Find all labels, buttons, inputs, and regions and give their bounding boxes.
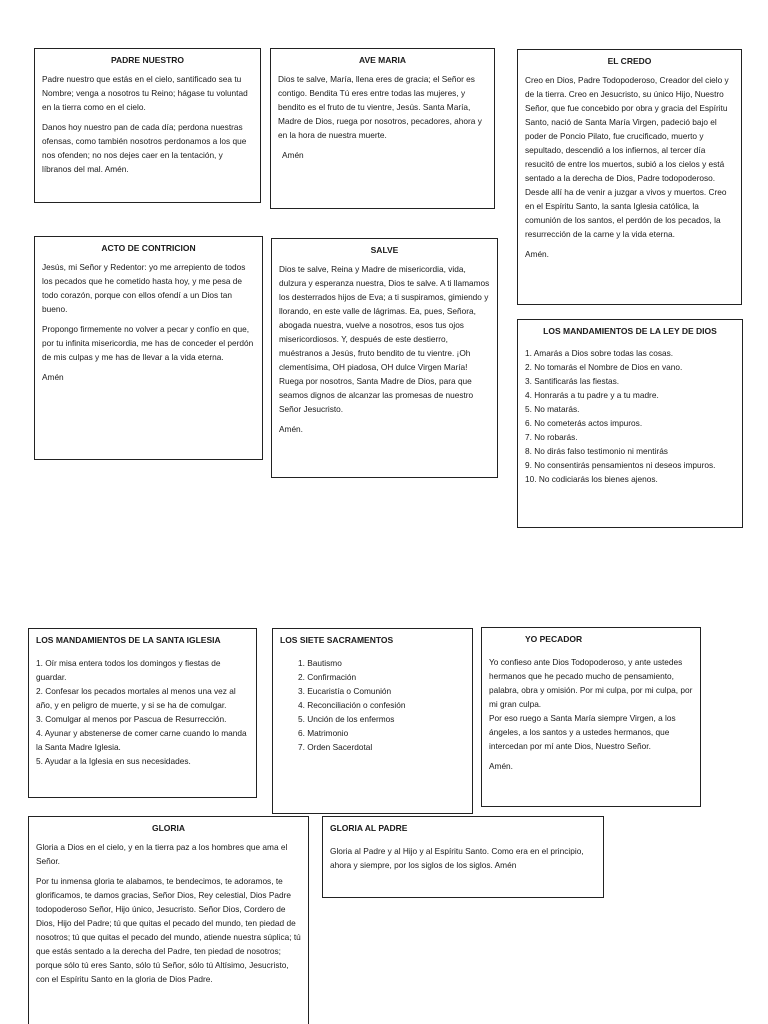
- card-paragraph: Por tu inmensa gloria te alabamos, te bendecimos, te adoramos, te glorificamos, te damos gracias, Señor Dios, Rey celestial, Dios Padre todopoderoso Señor, Hijo único, Jesucristo. Señor Dios, Cordero de Dios, Hijo del Padre; tú que quitas el pecado del mundo, ten piedad de nosotros; tú que quitas el pecado del mundo, atiende nuestra súplica; tú que estás sentado a la derecha del Padre, ten piedad de nosotros; porque sólo tú eres Santo, sólo tú Señor, sólo tú Altísimo, Jesucristo, con el Espíritu Santo en la gloria de Dios Padre.: [36, 876, 301, 984]
- list-item: 4. Honrarás a tu padre y a tu madre.: [525, 390, 659, 400]
- card-title: AVE MARIA: [358, 55, 407, 65]
- list-item: 1. Bautismo: [298, 658, 342, 668]
- list-item: 2. Confirmación: [298, 672, 357, 682]
- card-paragraph: Danos hoy nuestro pan de cada día; perdona nuestras ofensas, como también nosotros perdonamos a los que nos ofenden; no nos dejes caer en la tentación, y líbranos del mal. Amén.: [42, 122, 247, 174]
- list-item: 5. No matarás.: [525, 404, 580, 414]
- card-paragraph: Gloria al Padre y al Hijo y al Espíritu Santo. Como era en el principio, ahora y siempre, por los siglos de los siglos. Amén: [330, 846, 584, 870]
- card-amen: Amén.: [279, 424, 303, 434]
- list-item: 6. Matrimonio: [298, 728, 349, 738]
- list-item: 3. Santificarás las fiestas.: [525, 376, 620, 386]
- list-item: 2. No tomarás el Nombre de Dios en vano.: [525, 362, 683, 372]
- salve-card: [271, 238, 498, 478]
- card-paragraph: Gloria a Dios en el cielo, y en la tierra paz a los hombres que ama el Señor.: [36, 842, 288, 866]
- card-title: GLORIA: [151, 823, 186, 833]
- list-item: 4. Ayunar y abstenerse de comer carne cuando lo manda la Santa Madre Iglesia.: [36, 728, 247, 752]
- card-paragraph: Padre nuestro que estás en el cielo, santificado sea tu Nombre; venga a nosotros tu Reino; hágase tu voluntad en la tierra como en el cielo.: [42, 74, 248, 112]
- card-amen: Amén: [42, 372, 64, 382]
- yo-pecador-card: [481, 627, 701, 807]
- card-title: LOS MANDAMIENTOS DE LA SANTA IGLESIA: [36, 635, 221, 645]
- ave-maria-card: [270, 48, 495, 209]
- acto-contricion-card: [34, 236, 263, 460]
- card-paragraph: Dios te salve, Reina y Madre de misericordia, vida, dulzura y esperanza nuestra, Dios te salve. A ti llamamos los desterrados hijos de Eva; a ti suspiramos, gimiendo y llorando, en este valle de lágrimas. Ea, pues, Señora, abogada nuestra, vuelve a nosotros, esos tus ojos misericordiosos. Y, después de este destierro, muéstranos a Jesús, fruto bendito de tu vientre. ¡Oh clementísima, OH piadosa, OH dulce Virgen María! Ruega por nosotros, Santa Madre de Dios, para que seamos dignos de alcanzar las promesas de nuestro Señor Jesucristo.: [279, 264, 490, 414]
- card-paragraph: Propongo firmemente no volver a pecar y confío en que, por tu infinita misericordia, me has de conceder el perdón de mis culpas y me has de llevar a la vida eterna.: [42, 324, 254, 362]
- list-item: 10. No codiciarás los bienes ajenos.: [525, 474, 658, 484]
- list-item: 1. Oír misa entera todos los domingos y fiestas de guardar.: [36, 658, 221, 682]
- card-title: SALVE: [370, 245, 399, 255]
- list-item: 4. Reconciliación o confesión: [298, 700, 406, 710]
- card-title: YO PECADOR: [525, 634, 583, 644]
- card-amen: Amén: [282, 150, 304, 160]
- mandamientos-dios-card: [517, 319, 743, 528]
- list-item: 9. No consentirás pensamientos ni deseos impuros.: [525, 460, 716, 470]
- padre-nuestro-card: [34, 48, 261, 203]
- list-item: 5. Ayudar a la Iglesia en sus necesidades.: [36, 756, 191, 766]
- card-paragraph: Creo en Dios, Padre Todopoderoso, Creador del cielo y de la tierra. Creo en Jesucristo, su único Hijo, Nuestro Señor, que fue concebido por obra y gracia del Espíritu Santo, nació de Santa María Virgen, padeció bajo el poder de Poncio Pilato, fue crucificado, muerto y sepultado, descendió a los infiernos, al tercer día resucitó de entre los muertos, subió a los cielos y está sentado a la derecha de Dios, Padre todopoderoso. Desde allí ha de venir a juzgar a vivos y muertos. Creo en el Espíritu Santo, la santa Iglesia católica, la comunión de los santos, el perdón de los pecados, la resurrección de la carne y la vida eterna.: [525, 75, 729, 239]
- card-amen: Amén.: [489, 761, 513, 771]
- list-item: 5. Unción de los enfermos: [298, 714, 395, 724]
- list-item: 1. Amarás a Dios sobre todas las cosas.: [525, 348, 674, 358]
- card-title: ACTO DE CONTRICION: [101, 243, 196, 253]
- card-title: PADRE NUESTRO: [110, 55, 185, 65]
- card-title: EL CREDO: [607, 56, 652, 66]
- gloria-card: [28, 816, 309, 1024]
- card-title: GLORIA AL PADRE: [330, 823, 408, 833]
- card-paragraph: Por eso ruego a Santa María siempre Virgen, a los ángeles, a los santos y a ustedes hermanos, que intercedan por mí ante Dios, Nuestro Señor.: [489, 713, 676, 751]
- card-title: LOS MANDAMIENTOS DE LA LEY DE DIOS: [543, 326, 717, 336]
- list-item: 3. Comulgar al menos por Pascua de Resurrección.: [36, 714, 227, 724]
- card-paragraph: Jesús, mi Señor y Redentor: yo me arrepiento de todos los pecados que he cometido hasta hoy, y me pesa de todo corazón, porque con ellos ofendí a un Dios tan bueno.: [42, 262, 246, 314]
- sacramentos-card: [272, 628, 473, 814]
- mandamientos-iglesia-card: [28, 628, 257, 798]
- card-paragraph: Yo confieso ante Dios Todopoderoso, y ante ustedes hermanos que he pecado mucho de pensamiento, palabra, obra y omisión. Por mi culpa, por mi culpa, por mi gran culpa.: [489, 657, 693, 709]
- list-item: 3. Eucaristía o Comunión: [298, 686, 392, 696]
- list-item: 6. No cometerás actos impuros.: [525, 418, 643, 428]
- gloria-padre-card: [322, 816, 604, 898]
- card-amen: Amén.: [525, 249, 549, 259]
- list-item: 2. Confesar los pecados mortales al menos una vez al año, y en peligro de muerte, y si se ha de comulgar.: [36, 686, 236, 710]
- el-credo-card: [517, 49, 742, 305]
- list-item: 8. No dirás falso testimonio ni mentirás: [525, 446, 668, 456]
- list-item: 7. No robarás.: [525, 432, 578, 442]
- card-title: LOS SIETE SACRAMENTOS: [280, 635, 394, 645]
- card-paragraph: Dios te salve, María, llena eres de gracia; el Señor es contigo. Bendita Tú eres entre todas las mujeres, y bendito es el fruto de tu vientre, Jesús. Santa María, Madre de Dios, ruega por nosotros, pecadores, ahora y en la hora de nuestra muerte.: [278, 74, 482, 140]
- list-item: 7. Orden Sacerdotal: [298, 742, 373, 752]
